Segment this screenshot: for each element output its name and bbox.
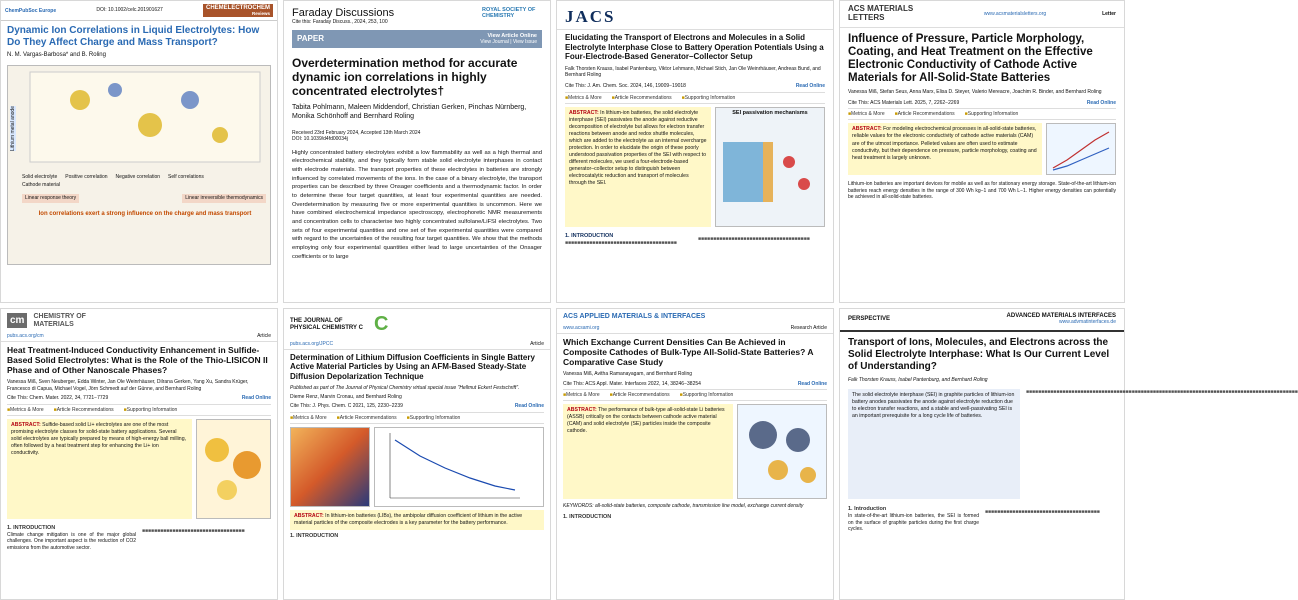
body-text: Climate change mitigation is one of the major global challenges. One important aspect is the reduction of CO2 emissions from the automotive sector. bbox=[7, 531, 136, 551]
doi: DOI: 10.1039/d4fd00034j bbox=[292, 136, 348, 143]
page-chem-materials: cm CHEMISTRY OF MATERIALS pubs.acs.org/cm Article Heat Treatment-Induced Conductivity Enhancement in Sulfide-Based Solid Electrolytes: What is the Role of the Thio-LISICON II Phase and of Other Nanoscale Phases? Vanessa Miß, Sven Neuberger, Edda Winter, Jan Ole Weinrhäuser, Dilrana Gerken, Yang Xu, Sandra Krüger, Francesco di Capua, Michael Vogel, Jörn Schmedt auf der Günne, and Bernhard Roling Cite This: Chem. Mater. 2022, 34, 7721−7729 Read Online ■ Metrics & More ■ Article Recommendations ■ Supporting Information ABSTRACT: Sulfide-based solid Li+ electrolytes are one of the most promising electrolyte classes for solid-state battery applications. Several solid electrolytes are typically prepared by means of high-energy ball milling, often followed by a heat treatment step for enhancing the Li+ ion conductivity. 1. INTRODUCTION Climate change mitigation is one of the major global challenges. One important aspect is the reduction of CO2 emissions from the automotive sector. ■■■■■■■■■■■■■■■■■■■■■■■■■■■■■■■■■■ bbox=[0, 308, 278, 600]
toc-graphic bbox=[1046, 123, 1116, 175]
anode-axis-label: Lithium metal anode bbox=[10, 106, 16, 152]
recommendations-link[interactable]: ■ Article Recommendations bbox=[610, 392, 670, 398]
article-title: Which Exchange Current Densities Can Be Achieved in Composite Cathodes of Bulk-Type All-Solid-State Batteries? A Comparative Case Study bbox=[563, 336, 814, 367]
article-title: Transport of Ions, Molecules, and Electrons across the Solid Electrolyte Interphase: What Is Our Current Level of Understanding? bbox=[848, 336, 1110, 372]
cation-2 bbox=[138, 113, 162, 137]
rsc-logo: ROYAL SOCIETY OF CHEMISTRY bbox=[482, 7, 536, 19]
page-faraday bbox=[283, 0, 551, 303]
journal-link[interactable]: www.acsmaterialsletters.org bbox=[983, 10, 1047, 17]
article-title: Overdetermination method for accurate dynamic ion correlations in highly concentrated electrolytes† bbox=[292, 55, 518, 99]
read-online-button[interactable]: Read Online bbox=[514, 403, 544, 410]
recommendations-link[interactable]: ■ Article Recommendations bbox=[895, 111, 955, 117]
cite-line: Cite This: J. Phys. Chem. C 2021, 125, 2230−2239 bbox=[290, 403, 403, 410]
read-online-button[interactable]: Read Online bbox=[241, 395, 271, 402]
plot-line-1 bbox=[1053, 132, 1109, 168]
se-particle-2 bbox=[800, 467, 816, 483]
legend-positive: Positive correlation bbox=[65, 174, 108, 181]
journal-logo: THE JOURNAL OF PHYSICAL CHEMISTRY C bbox=[290, 317, 363, 331]
journal-link[interactable]: pubs.acs.org/JPCC bbox=[290, 341, 334, 347]
article-title: Determination of Lithium Diffusion Coefficients in Single Battery Active Material Particles by Using an AFM-Based Steady-State Diffusion Depolarization Technique bbox=[290, 352, 535, 381]
conductivity-plot bbox=[1047, 124, 1115, 174]
read-online-button[interactable]: Read Online bbox=[795, 82, 825, 89]
intro-heading: 1. INTRODUCTION bbox=[290, 532, 339, 539]
journal-logo: ACS APPLIED MATERIALS & INTERFACES bbox=[563, 313, 706, 320]
body-text: In state-of-the-art lithium-ion batteries, the SEI is formed on the surface of graphite particles during the first charge cycles. bbox=[848, 513, 979, 532]
abstract-box: ABSTRACT: In lithium-ion batteries, the solid electrolyte interphase (SEI) passivates the anode against reductive decomposition of electrolyte but allows for electron transfer reactions between anode and redox shuttle molecules, which are added to the electrolyte as an internal overcharge protection. In order to elucidate the origin of these poorly understood passivation properties of the SEI with respect to different molecules, we used a four-electrode-based generator–collector setup to distinguish between electrocatalytic reduction and transport of molecules through the SEI. bbox=[565, 107, 711, 227]
legend-cathode: Cathode material bbox=[22, 182, 61, 189]
supporting-info-link[interactable]: ■ Supporting Information bbox=[407, 415, 461, 421]
article-tag: Research Article bbox=[790, 325, 827, 331]
authors: Vanessa Miß, Avitha Ramanayagam, and Bernhard Roling bbox=[563, 371, 693, 378]
authors: Vanessa Miß, Sven Neuberger, Edda Winter, Jan Ole Weinrhäuser, Dilrana Gerken, Yang Xu, Sandra Krüger, Francesco di Capua, Michael Vogel, Jörn Schmedt auf der Günne, and Bernhard Roling bbox=[7, 379, 249, 392]
authors: Dieme Renz, Marvin Cronau, and Bernhard Roling bbox=[290, 393, 402, 400]
published-note: Published as part of The Journal of Physical Chemistry virtual special issue "Hellmut Eckert Festschrift". bbox=[290, 385, 520, 392]
toc-graphic bbox=[737, 404, 827, 499]
intro-heading: 1. INTRODUCTION bbox=[563, 513, 612, 520]
journal-logo: JACS bbox=[565, 7, 616, 26]
journal-name: Faraday Discussions bbox=[292, 7, 395, 19]
se-particle-1 bbox=[768, 460, 788, 480]
crystal-blob-1 bbox=[205, 438, 229, 462]
anion-1 bbox=[108, 83, 122, 97]
journal-link[interactable]: www.acsami.org bbox=[563, 325, 600, 331]
perspective-tag: PERSPECTIVE bbox=[848, 316, 891, 323]
page-acs-ami bbox=[556, 308, 834, 600]
journal-logo: ACS MATERIALS LETTERS bbox=[848, 4, 914, 22]
metrics-link[interactable]: ■ Metrics & More bbox=[7, 407, 44, 413]
c-logo-icon: C bbox=[374, 313, 389, 335]
supporting-info-link[interactable]: ■ Supporting Information bbox=[682, 95, 736, 101]
abstract-text: Highly concentrated battery electrolytes exhibit a low flammability as well as a high thermal and electrochemical stability, and they typically form stable solid electrolyte interphases in contact with electrode materials. The transport properties of these electrolytes in batteries are strongly influenced by correlated movements of the ions. In the case of a binary electrolyte, the transport properties can be described by three Onsager coefficients and a thermodynamic factor. In order to determine these four target quantities, at least four experimental quantities are needed. Overdetermination by measuring five or more experimental quantities is uncommon. Here we have combined electrochemical impedance spectroscopy, electrophoretic NMR measurements and concentration cells to characterise two highly concentrated sulfolane/LiFSI electrolytes. Two sets of four experimental quantities and one set of five experimental quantities were compared with regard to the uncertainties of the resulting four target quantities. We show that the methods employing only four experimental quantities either lead to large uncertainties of the Onsager coefficients or to large bbox=[292, 149, 542, 260]
journal-link[interactable]: www.advmatinterfaces.de bbox=[1059, 319, 1116, 325]
received-date: Received 23rd February 2024, Accepted 13th March 2024 bbox=[292, 129, 421, 136]
page-jacs: JACS Elucidating the Transport of Electrons and Molecules in a Solid Electrolyte Interphase Close to Battery Operation Potentials Using a Four-Electrode-Based Generator–Collector Setup Falk Thorsten Krauss, Isabel Pantenburg, Viktor Lehmann, Michael Stich, Jan Ole Weinrhäuser, Andreas Bund, and Bernhard Roling Cite This: J. Am. Chem. Soc. 2024, 146, 19009−19018 Read Online ■ Metrics & More ■ Article Recommendations ■ Supporting Information ABSTRACT: In lithium-ion batteries, the solid electrolyte interphase (SEI) passivates the anode against reductive decomposition of electrolyte but allows for electron transfer reactions between anode and redox shuttle molecules, which are added to the electrolyte as an internal overcharge protection. In order to elucidate the origin of these poorly understood passivation properties of the SEI with respect to different molecules, we used a four-electrode-based generator–collector setup to distinguish between electrocatalytic reduction and transport of molecules through the SEI. SEI passivation mechanisms 1. INTRODUCTION ■■■■■■■■■■■■■■■■■■■■■■■■■■■■■■■■■■■■■ ■■■■■■■■■■■■■■■■■■■■■■■■■■■■■■■■■■■■■ bbox=[556, 0, 834, 303]
metrics-link[interactable]: ■ Metrics & More bbox=[848, 111, 885, 117]
toc-graphic bbox=[715, 107, 825, 227]
page-chemelectrochem bbox=[0, 0, 278, 303]
article-title: Influence of Pressure, Particle Morphology, Coating, and Heat Treatment on the Effective Electronic Conductivity of Cathode Active Materials for All-Solid-State Batteries bbox=[848, 32, 1093, 85]
journal-logo: CHEMISTRY OF MATERIALS bbox=[33, 313, 86, 328]
cite-line: Cite This: ACS Appl. Mater. Interfaces 2022, 14, 38246−38254 bbox=[563, 380, 701, 387]
linear-response-label: Linear response theory bbox=[22, 194, 79, 203]
ion-diagram bbox=[20, 70, 275, 170]
article-title: Heat Treatment-Induced Conductivity Enhancement in Sulfide-Based Solid Electrolytes: What is the Role of the Thio-LISICON II Phase and of Other Nanoscale Phases? bbox=[7, 344, 268, 376]
sei-layer bbox=[763, 142, 773, 202]
recommendations-link[interactable]: ■ Article Recommendations bbox=[337, 415, 397, 421]
authors: Vanessa Miß, Stefan Seus, Anna Marx, Elisa D. Steyer, Valerio Mereacre, Joachim R. Binder, and Bernhard Roling bbox=[848, 89, 1102, 96]
keywords: KEYWORDS: all-solid-state batteries, composite cathode, transmission line model, exchange current density bbox=[563, 503, 804, 510]
graphical-abstract bbox=[7, 65, 271, 265]
page-acs-materials-letters bbox=[839, 0, 1125, 303]
plot-line-2 bbox=[1053, 148, 1109, 170]
diffusion-curve-svg bbox=[375, 428, 525, 506]
supporting-info-link[interactable]: ■ Supporting Information bbox=[680, 392, 734, 398]
paper-banner: PAPER View Article Online View Journal | View Issue bbox=[292, 30, 542, 48]
cite-line: Cite This: J. Am. Chem. Soc. 2024, 146, 19009−19018 bbox=[565, 82, 686, 89]
authors: N. M. Vargas-Barbosa* and B. Roling bbox=[7, 52, 106, 58]
recommendations-link[interactable]: ■ Article Recommendations bbox=[54, 407, 114, 413]
article-tag: Article bbox=[530, 341, 544, 347]
supporting-info-link[interactable]: ■ Supporting Information bbox=[124, 407, 178, 413]
metrics-link[interactable]: ■ Metrics & More bbox=[563, 392, 600, 398]
anion-2 bbox=[181, 91, 199, 109]
authors: Falk Thorsten Krauss, Isabel Pantenburg, Viktor Lehmann, Michael Stich, Jan Ole Weinrhäuser, Andreas Bund, and Bernhard Roling bbox=[565, 65, 821, 79]
afm-image bbox=[290, 427, 370, 507]
journal-banner: CHEMELECTROCHEM Reviews bbox=[203, 4, 273, 17]
cm-logo-icon: cm bbox=[7, 313, 27, 328]
metrics-link[interactable]: ■ Metrics & More bbox=[290, 415, 327, 421]
abstract-box: ABSTRACT: Sulfide-based solid Li+ electrolytes are one of the most promising electrolyte classes for solid-state battery applications. Several solid electrolytes are typically prepared by means of high-energy ball milling, often followed by a heat treatment step for enhancing the Li+ ion conductivity. bbox=[7, 419, 192, 519]
supporting-info-link[interactable]: ■ Supporting Information bbox=[965, 111, 1019, 117]
molecule-1 bbox=[783, 156, 795, 168]
cation-1 bbox=[70, 90, 90, 110]
legend-solid: Solid electrolyte bbox=[22, 174, 58, 181]
data-curve bbox=[395, 440, 515, 490]
authors: Falk Thorsten Krauss, Isabel Pantenburg, and Bernhard Roling bbox=[848, 376, 988, 383]
authors: Tabita Pohlmann, Maleen Middendorf, Christian Gerken, Pinchas Nürnberg, Monika Schönhoff and Bernhard Roling bbox=[292, 103, 527, 121]
toc-graphic bbox=[196, 419, 271, 519]
journal-link[interactable]: pubs.acs.org/cm bbox=[7, 333, 44, 340]
cite-line: Cite This: Chem. Mater. 2022, 34, 7721−7729 bbox=[7, 395, 109, 402]
body-text-right: ■■■■■■■■■■■■■■■■■■■■■■■■■■■■■■■■■■■■■■■■■■■■■■■■■■■■■■■■■■■■■■■■■■■■■■■■■■■■■■■■■■■■■■■■■■ bbox=[1026, 389, 1298, 395]
view-journal-link[interactable]: View Journal | View Issue bbox=[480, 38, 537, 45]
abstract-box: ABSTRACT: For modeling electrochemical processes in all-solid-state batteries, reliable values for the electronic conductivity of cathode active materials (CAM) are of the utmost importance. Pelleted values are often used to estimate conductivity, but their dependence on pressure, particle morphology, coating and heat treatment is largely unknown. bbox=[848, 123, 1042, 175]
legend-self: Self correlations bbox=[168, 174, 204, 181]
doi: DOI: 10.1002/celc.201901627 bbox=[96, 7, 163, 14]
citation: Cite this: Faraday Discuss., 2024, 253, 100 bbox=[292, 19, 388, 25]
journal-logo: ADVANCED MATERIALS INTERFACES bbox=[1006, 313, 1116, 319]
sei-fig-title: SEI passivation mechanisms bbox=[732, 110, 808, 117]
diffusion-plot bbox=[374, 427, 544, 507]
sei-diagram bbox=[719, 122, 823, 222]
abstract-box: ABSTRACT: The performance of bulk-type all-solid-state Li batteries (ASSB) critically on the contacts between cathode active material (CAM) and solid electrolyte (SE) particles inside the composite cathode. bbox=[563, 404, 733, 499]
cam-particle-1 bbox=[749, 421, 777, 449]
article-title: Elucidating the Transport of Electrons and Molecules in a Solid Electrolyte Interphase Close to Battery Operation Potentials Using a Four-Electrode-Based Generator–Collector Setup bbox=[565, 33, 824, 62]
intro-heading: 1. INTRODUCTION bbox=[7, 524, 56, 531]
body-text: Lithium-ion batteries are important devices for mobile as well as for stationary energy storage. State-of-the-art lithium-ion batteries reach energy densities in the range of 300 Wh kg−1 and 700 Wh L−1. Higher energy densities can potentially be achieved in all-solid-state batteries. bbox=[848, 181, 1116, 201]
read-online-button[interactable]: Read Online bbox=[1086, 99, 1116, 106]
page-adv-mater-interfaces: PERSPECTIVE ADVANCED MATERIALS INTERFACES www.advmatinterfaces.de Transport of Ions, Molecules, and Electrons across the Solid Electrolyte Interphase: What Is Our Current Level of Understanding? Falk Thorsten Krauss, Isabel Pantenburg, and Bernhard Roling The solid electrolyte interphase (SEI) in graphite particles of lithium-ion battery anodes passivates the anode against electrolyte reduction due to electron transfer reactions, and a stable and well-passivating SEI is an important prerequisite for a long cycle life of batteries. ■■■■■■■■■■■■■■■■■■■■■■■■■■■■■■■■■■■■■■■■■■■■■■■■■■■■■■■■■■■■■■■■■■■■■■■■■■■■■■■■■■■■■■■■■■ 1. Introduction In state-of-the-art lithium-ion batteries, the SEI is formed on the surface of graphite particles during the first charge cycles. ■■■■■■■■■■■■■■■■■■■■■■■■■■■■■■■■■■■■■■ bbox=[839, 308, 1125, 600]
read-online-button[interactable]: Read Online bbox=[797, 380, 827, 387]
crystal-blob-2 bbox=[233, 451, 261, 479]
intro-heading: 1. INTRODUCTION bbox=[565, 233, 614, 240]
page-jpcc bbox=[283, 308, 551, 600]
electrode-layer bbox=[723, 142, 763, 202]
abstract-box: The solid electrolyte interphase (SEI) in graphite particles of lithium-ion battery anodes passivates the anode against electrolyte reduction due to electron transfer reactions, and a stable and well-passivating SEI is an important prerequisite for a long cycle life of batteries. bbox=[848, 389, 1020, 499]
view-online-link[interactable]: View Article Online bbox=[487, 32, 537, 39]
letter-tag: Letter bbox=[1102, 10, 1116, 17]
composite-cathode-diagram bbox=[738, 405, 826, 498]
publisher-logo: ChemPubSoc Europe bbox=[5, 7, 57, 14]
phase-diagram bbox=[197, 420, 270, 518]
cite-line: Cite This: ACS Materials Lett. 2025, 7, 2262−2269 bbox=[848, 99, 960, 106]
crystal-blob-3 bbox=[217, 480, 237, 500]
metrics-link[interactable]: ■ Metrics & More bbox=[565, 95, 602, 101]
recommendations-link[interactable]: ■ Article Recommendations bbox=[612, 95, 672, 101]
molecule-2 bbox=[798, 178, 810, 190]
irreversible-label: Linear irreversible thermodynamics bbox=[182, 194, 266, 203]
article-title: Dynamic Ion Correlations in Liquid Electrolytes: How Do They Affect Charge and Mass Transport? bbox=[7, 25, 260, 48]
ion-correlation-label: Ion correlations exert a strong influence on the charge and mass transport bbox=[38, 211, 252, 218]
abstract-box: ABSTRACT: In lithium-ion batteries (LIBs), the ambipolar diffusion coefficient of lithium in the active material particles of the composite electrodes is a key parameter for the battery performance. bbox=[290, 510, 544, 530]
article-tag: Article bbox=[257, 333, 271, 340]
intro-heading: 1. Introduction bbox=[848, 506, 887, 512]
cation-3 bbox=[212, 127, 228, 143]
cam-particle-2 bbox=[786, 428, 810, 452]
legend-negative: Negative correlation bbox=[115, 174, 161, 181]
